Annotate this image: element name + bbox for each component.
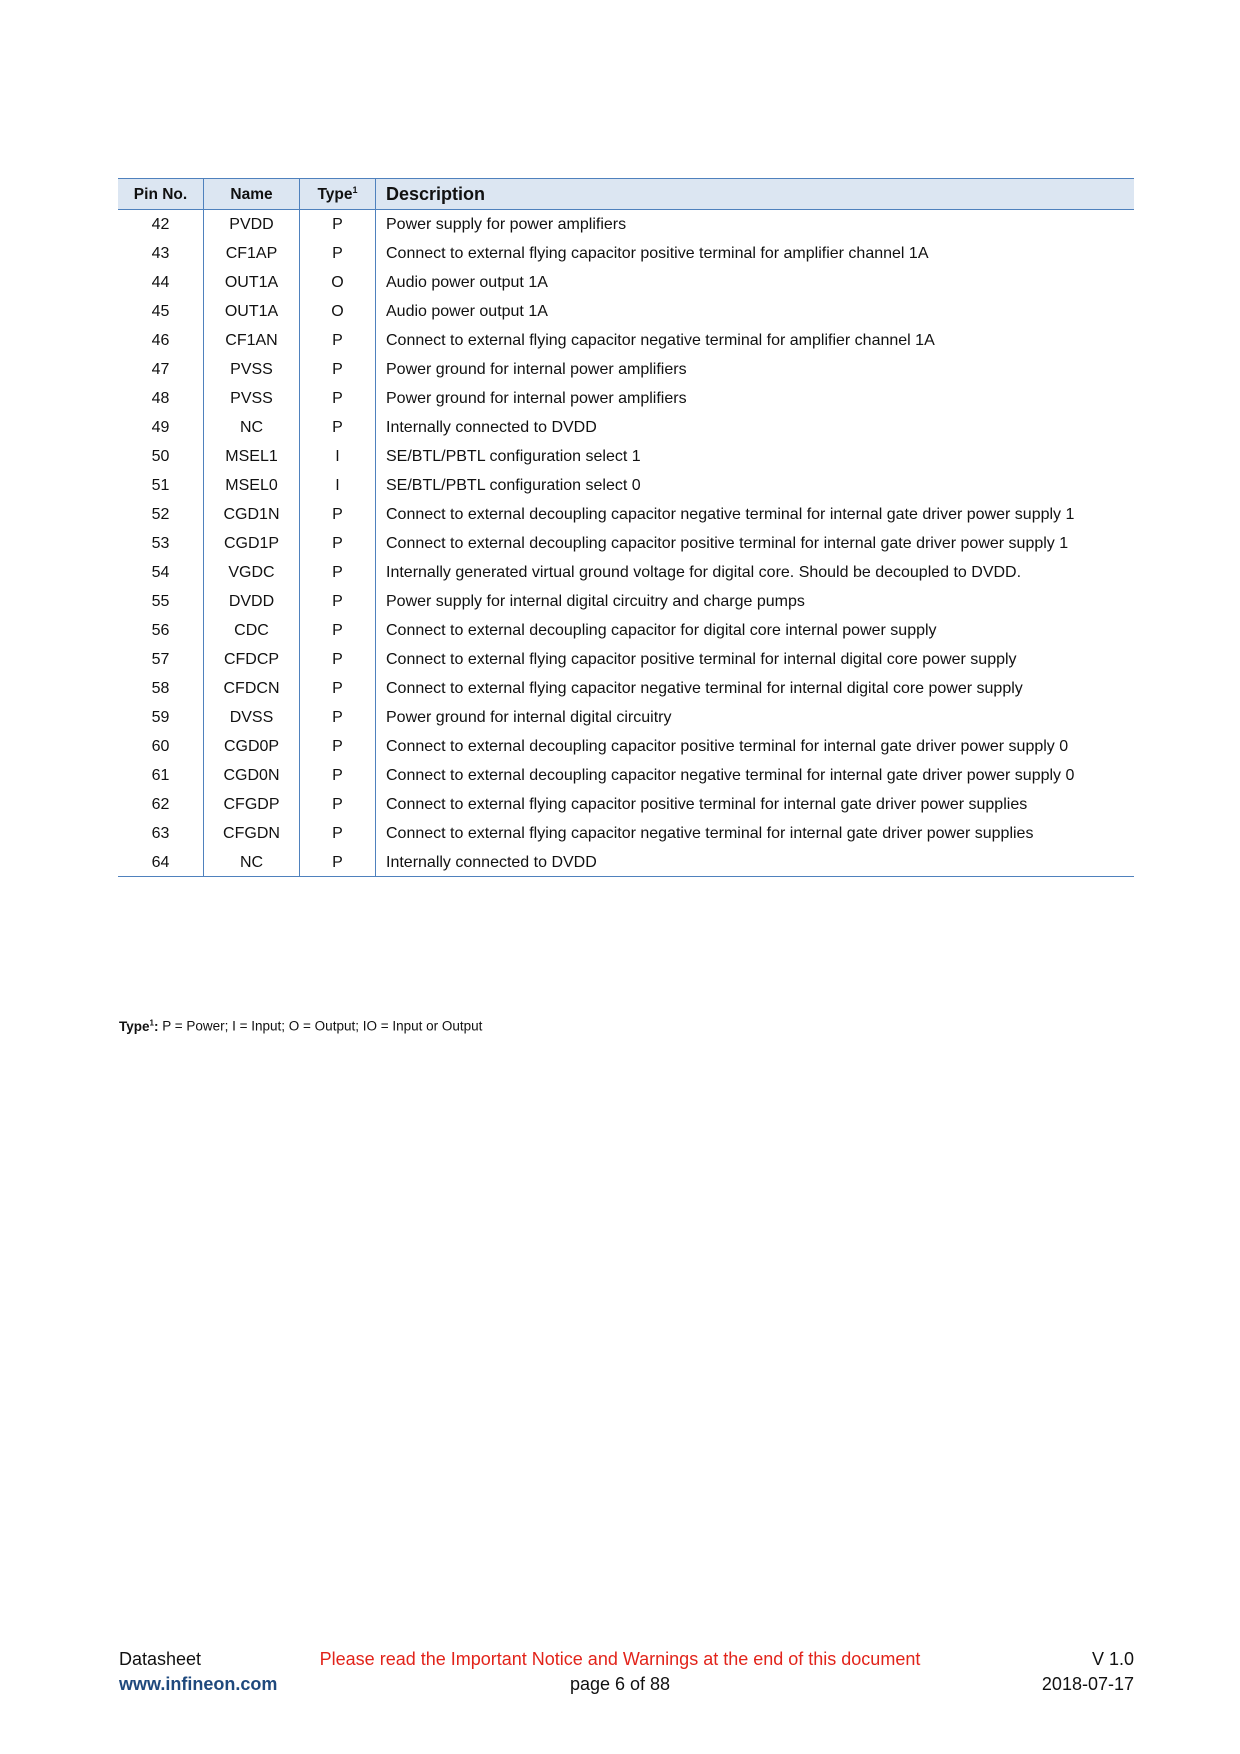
- cell-pin-no: 53: [151, 535, 170, 552]
- cell-pin-no: 43: [151, 245, 170, 262]
- table-row: [118, 558, 1134, 587]
- cell-type: P: [300, 790, 376, 819]
- header-name-label: Name: [230, 185, 273, 203]
- cell-description: Connect to external flying capacitor positive terminal for internal digital core power supply: [376, 645, 1135, 674]
- cell-pin-no: 64: [118, 848, 204, 877]
- cell-type: I: [300, 471, 376, 500]
- header-name: [204, 179, 300, 210]
- cell-description: Connect to external flying capacitor negative terminal for amplifier channel 1A: [376, 326, 1135, 355]
- footer-version: V 1.0: [1091, 1649, 1134, 1669]
- cell-name: MSEL0: [204, 471, 300, 500]
- cell-type: P: [300, 848, 376, 877]
- table-row: [118, 413, 1134, 442]
- header-type: [300, 179, 376, 210]
- type-footnote: [119, 1018, 482, 1034]
- cell-pin-no: 60: [151, 738, 170, 755]
- cell-type: P: [300, 558, 376, 587]
- table-row: [118, 268, 1134, 297]
- header-pin-no-label: Pin No.: [133, 185, 188, 203]
- cell-name: NC: [204, 413, 300, 442]
- cell-name: OUT1A: [204, 297, 300, 326]
- pin-description-table: [118, 178, 1134, 877]
- footer-right: [1042, 1647, 1134, 1697]
- table-row: [118, 500, 1134, 529]
- cell-pin-no: 42: [151, 216, 170, 233]
- table-row: [118, 355, 1134, 384]
- cell-description: Power ground for internal power amplifiers: [376, 355, 1135, 384]
- cell-description: Power ground for internal power amplifiers: [376, 384, 1135, 413]
- cell-pin-no: 55: [151, 593, 170, 610]
- footnote-text: P = Power; I = Input; O = Output; IO = Input or Output: [158, 1018, 483, 1034]
- cell-type: P: [300, 761, 376, 790]
- table-row: [118, 471, 1134, 500]
- table-row: [118, 848, 1134, 877]
- table-row: [118, 297, 1134, 326]
- footnote-label: [119, 1019, 158, 1034]
- table-row: [118, 703, 1134, 732]
- header-description: [376, 179, 1135, 210]
- table-row: [118, 529, 1134, 558]
- header-type-footnote-mark: 1: [352, 184, 358, 195]
- cell-pin-no: 58: [151, 680, 170, 697]
- header-type-label: Type: [317, 185, 353, 203]
- cell-description: SE/BTL/PBTL configuration select 0: [376, 471, 1135, 500]
- cell-description: Internally connected to DVDD: [376, 413, 1135, 442]
- cell-name: DVDD: [204, 587, 300, 616]
- cell-type: P: [300, 819, 376, 848]
- cell-type: P: [300, 674, 376, 703]
- cell-name: CFGDP: [204, 790, 300, 819]
- cell-pin-no: 46: [151, 332, 170, 349]
- table-row: [118, 384, 1134, 413]
- cell-pin-no: 50: [151, 448, 170, 465]
- table-row: [118, 587, 1134, 616]
- cell-name: CFDCN: [204, 674, 300, 703]
- cell-description: Power supply for power amplifiers: [376, 210, 1135, 240]
- footer-important-notice: Please read the Important Notice and Warnings at the end of this document: [319, 1649, 921, 1669]
- cell-pin-no: 44: [151, 274, 170, 291]
- cell-type: P: [300, 355, 376, 384]
- cell-type: P: [300, 384, 376, 413]
- cell-description: Connect to external flying capacitor positive terminal for internal gate driver power supplies: [376, 790, 1135, 819]
- cell-name: CGD1N: [204, 500, 300, 529]
- table-row: [118, 819, 1134, 848]
- cell-pin-no: 54: [151, 564, 170, 581]
- cell-name: CF1AP: [204, 239, 300, 268]
- cell-pin-no: 56: [151, 622, 170, 639]
- cell-type: P: [300, 732, 376, 761]
- cell-description: Audio power output 1A: [376, 297, 1135, 326]
- cell-description: Power ground for internal digital circuitry: [376, 703, 1135, 732]
- cell-description: Connect to external decoupling capacitor for digital core internal power supply: [376, 616, 1135, 645]
- cell-type: P: [300, 500, 376, 529]
- cell-description: Power supply for internal digital circuitry and charge pumps: [376, 587, 1135, 616]
- cell-name: CGD0N: [204, 761, 300, 790]
- footer-date: 2018-07-17: [1041, 1674, 1134, 1694]
- cell-name: CFGDN: [204, 819, 300, 848]
- cell-description: Connect to external decoupling capacitor negative terminal for internal gate driver power supply 0: [376, 761, 1135, 790]
- footnote-label-text: Type: [119, 1018, 150, 1034]
- footer-doc-type: Datasheet: [119, 1649, 202, 1669]
- cell-pin-no: 47: [151, 361, 170, 378]
- cell-description: Internally generated virtual ground voltage for digital core. Should be decoupled to DVDD.: [376, 558, 1135, 587]
- cell-description: Internally connected to DVDD: [376, 848, 1135, 877]
- cell-name: VGDC: [204, 558, 300, 587]
- cell-type: P: [300, 413, 376, 442]
- table-row: [118, 239, 1134, 268]
- cell-description: Connect to external decoupling capacitor positive terminal for internal gate driver power supply 1: [376, 529, 1135, 558]
- cell-type: P: [300, 326, 376, 355]
- cell-description: Connect to external flying capacitor negative terminal for internal gate driver power supplies: [376, 819, 1135, 848]
- table-row: [118, 210, 1134, 240]
- footnote-mark: 1: [149, 1018, 154, 1027]
- header-description-label: Description: [386, 183, 486, 204]
- cell-type: O: [300, 268, 376, 297]
- cell-type: P: [300, 703, 376, 732]
- cell-type: P: [300, 616, 376, 645]
- cell-pin-no: 63: [151, 825, 170, 842]
- cell-name: CF1AN: [204, 326, 300, 355]
- cell-name: PVSS: [204, 384, 300, 413]
- footer-left: [119, 1647, 277, 1697]
- cell-name: PVSS: [204, 355, 300, 384]
- table-row: [118, 616, 1134, 645]
- cell-pin-no: 62: [151, 796, 170, 813]
- cell-name: CFDCP: [204, 645, 300, 674]
- footer-page-number: page 6 of 88: [569, 1674, 671, 1694]
- cell-pin-no: 57: [151, 651, 170, 668]
- footer-center: [300, 1647, 940, 1697]
- table-row: [118, 442, 1134, 471]
- cell-pin-no: 52: [151, 506, 170, 523]
- cell-description: Connect to external decoupling capacitor positive terminal for internal gate driver power supply 0: [376, 732, 1135, 761]
- table-row: [118, 761, 1134, 790]
- cell-type: P: [300, 645, 376, 674]
- cell-pin-no: 61: [151, 767, 170, 784]
- cell-pin-no: 51: [151, 477, 170, 494]
- table-row: [118, 732, 1134, 761]
- table-row: [118, 790, 1134, 819]
- cell-name: NC: [204, 848, 300, 877]
- cell-name: PVDD: [204, 210, 300, 240]
- cell-type: I: [300, 442, 376, 471]
- cell-type: P: [300, 210, 376, 240]
- cell-name: CDC: [204, 616, 300, 645]
- cell-description: SE/BTL/PBTL configuration select 1: [376, 442, 1135, 471]
- cell-type: P: [300, 587, 376, 616]
- cell-pin-no: 59: [151, 709, 170, 726]
- table-header-row: [118, 179, 1134, 210]
- table-row: [118, 674, 1134, 703]
- cell-name: OUT1A: [204, 268, 300, 297]
- cell-description: Connect to external decoupling capacitor negative terminal for internal gate driver power supply 1: [376, 500, 1135, 529]
- cell-pin-no: 45: [151, 303, 170, 320]
- header-pin-no: [118, 179, 204, 210]
- cell-name: CGD1P: [204, 529, 300, 558]
- cell-type: P: [300, 239, 376, 268]
- cell-description: Connect to external flying capacitor negative terminal for internal digital core power supply: [376, 674, 1135, 703]
- cell-name: CGD0P: [204, 732, 300, 761]
- footnote-colon: :: [153, 1018, 159, 1034]
- table-row: [118, 326, 1134, 355]
- cell-name: MSEL1: [204, 442, 300, 471]
- table-row: [118, 645, 1134, 674]
- cell-pin-no: 49: [151, 419, 170, 436]
- cell-description: Connect to external flying capacitor positive terminal for amplifier channel 1A: [376, 239, 1135, 268]
- cell-type: P: [300, 529, 376, 558]
- table-body: [118, 210, 1134, 877]
- cell-name: DVSS: [204, 703, 300, 732]
- cell-type: O: [300, 297, 376, 326]
- cell-description: Audio power output 1A: [376, 268, 1135, 297]
- cell-pin-no: 48: [151, 390, 170, 407]
- footer-website-link[interactable]: www.infineon.com: [119, 1674, 278, 1694]
